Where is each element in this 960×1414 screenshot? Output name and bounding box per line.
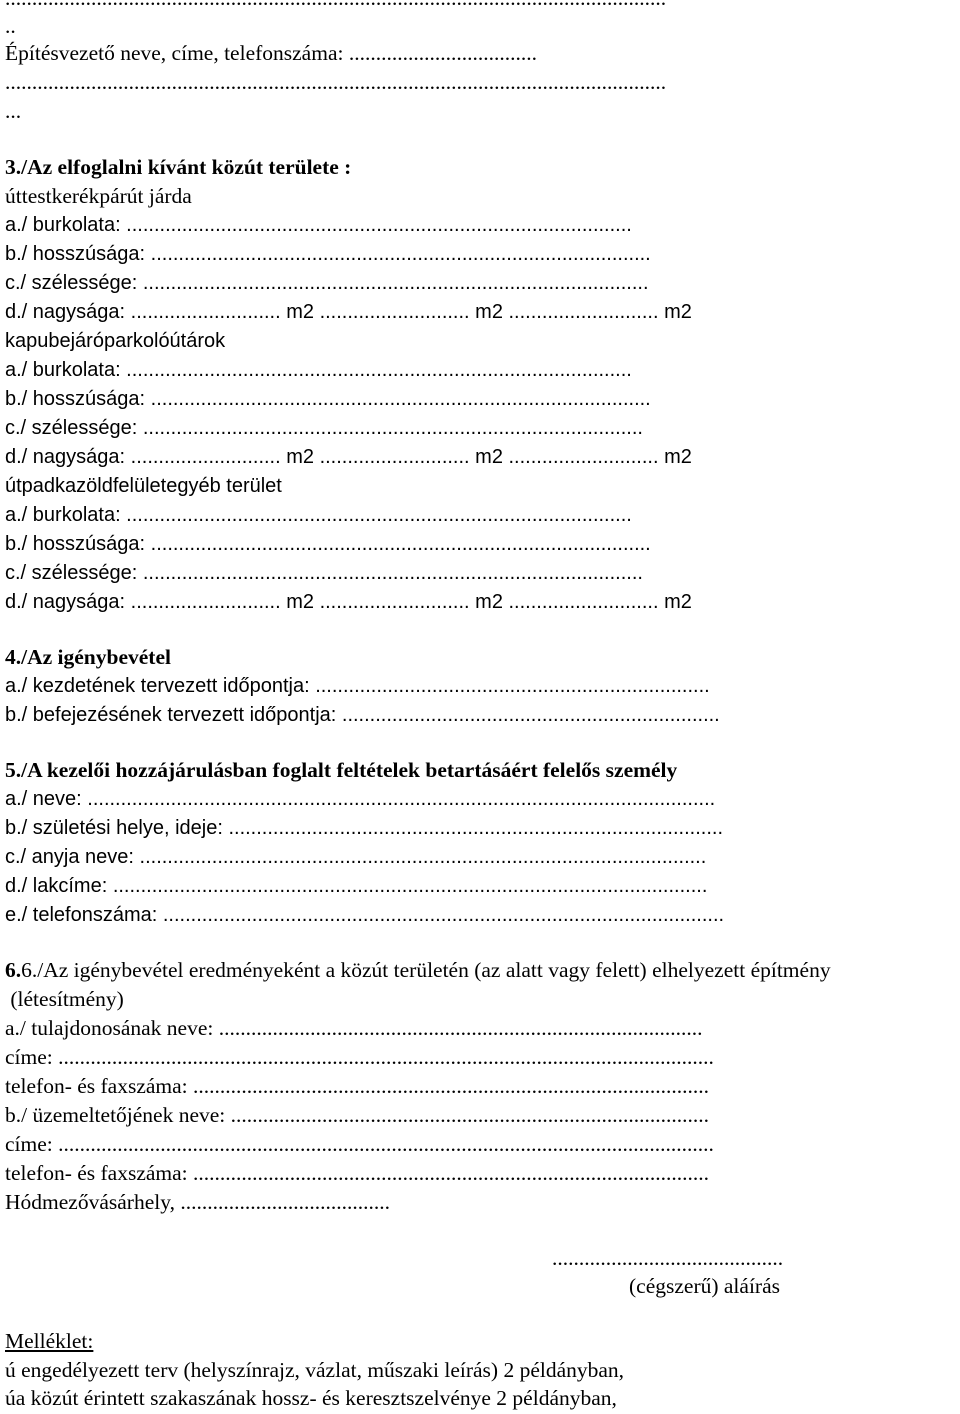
owner-phone-fax-field: telefon- és faxszáma: ................................................................................................ xyxy=(5,1074,710,1098)
shoulder-width-field: c./ szélessége: .......................................................................................... xyxy=(5,562,643,584)
operator-address-field: címe: .......................................................................................................................... xyxy=(5,1132,714,1156)
operator-name-field: b./ üzemeltetőjének neve: ......................................................................................... xyxy=(5,1103,710,1127)
signature-label: (cégszerű) aláírás xyxy=(629,1274,780,1298)
section-6-heading-continued: (létesítmény) xyxy=(5,987,124,1011)
section-6-heading: 6.6./Az igénybevétel eredményeként a közút területén (az alatt vagy felett) elhelyezett építmény xyxy=(5,958,831,982)
roadway-width-field: c./ szélessége: ........................................................................................... xyxy=(5,272,649,294)
driveway-width-field: c./ szélessége: .......................................................................................... xyxy=(5,417,643,439)
person-phone-field: e./ telefonszáma: ..................................................................................................... xyxy=(5,904,725,926)
person-birth-field: b./ születési helye, ideje: ......................................................................................... xyxy=(5,817,723,839)
shoulder-length-field: b./ hosszúsága: .......................................................................................... xyxy=(5,533,651,555)
roadway-length-field: b./ hosszúsága: .......................................................................................... xyxy=(5,243,651,265)
roadway-area-field: d./ nagysága: ........................... m2 ........................... m2 ........................... m2 xyxy=(5,301,692,323)
roadway-surface-field: a./ burkolata: ........................................................................................... xyxy=(5,214,632,236)
site-manager-field: Építésvezető neve, címe, telefonszáma: ................................... xyxy=(5,41,537,65)
dotted-fill-line: ........................................................................................................................... xyxy=(5,70,667,94)
shoulder-area-field: d./ nagysága: ........................... m2 ........................... m2 ........................... m2 xyxy=(5,591,692,613)
subsection-shoulder-label: útpadkazöldfelületegyéb terület xyxy=(5,475,282,497)
section-4-heading: 4./Az igénybevétel xyxy=(5,645,171,669)
driveway-area-field: d./ nagysága: ........................... m2 ........................... m2 ........................... m2 xyxy=(5,446,692,468)
dotted-fill-line xyxy=(5,0,666,10)
person-address-field: d./ lakcíme: ........................................................................................................... xyxy=(5,875,708,897)
attachment-heading: Melléklet: xyxy=(5,1329,94,1353)
start-date-field: a./ kezdetének tervezett időpontja: ....................................................................... xyxy=(5,675,710,697)
owner-address-field: címe: .......................................................................................................................... xyxy=(5,1045,714,1069)
attachment-item: ú engedélyezett terv (helyszínrajz, vázlat, műszaki leírás) 2 példányban, xyxy=(5,1358,625,1382)
dotted-fill-line: .. xyxy=(5,14,16,38)
section-5-heading: 5./A kezelői hozzájárulásban foglalt feltételek betartásáért felelős személy xyxy=(5,758,678,782)
owner-name-field: a./ tulajdonosának neve: .......................................................................................... xyxy=(5,1016,703,1040)
subsection-roadway-label: úttestkerékpárút járda xyxy=(5,184,192,208)
section-3-heading: 3./Az elfoglalni kívánt közút területe : xyxy=(5,155,352,179)
place-date-field: Hódmezővásárhely, ....................................... xyxy=(5,1190,390,1214)
dotted-fill-line: ... xyxy=(5,99,22,123)
end-date-field: b./ befejezésének tervezett időpontja: .................................................................... xyxy=(5,704,720,726)
person-mother-name-field: c./ anyja neve: ...................................................................................................... xyxy=(5,846,707,868)
signature-dotted-line: ........................................... xyxy=(552,1246,784,1270)
subsection-driveway-label: kapubejáróparkolóútárok xyxy=(5,330,226,352)
shoulder-surface-field: a./ burkolata: ........................................................................................... xyxy=(5,504,632,526)
operator-phone-fax-field: telefon- és faxszáma: ................................................................................................ xyxy=(5,1161,710,1185)
person-name-field: a./ neve: ................................................................................................................. xyxy=(5,788,716,810)
driveway-surface-field: a./ burkolata: ........................................................................................... xyxy=(5,359,632,381)
attachment-item: úa közút érintett szakaszának hossz- és keresztszelvénye 2 példányban, xyxy=(5,1386,617,1410)
driveway-length-field: b./ hosszúsága: .......................................................................................... xyxy=(5,388,651,410)
